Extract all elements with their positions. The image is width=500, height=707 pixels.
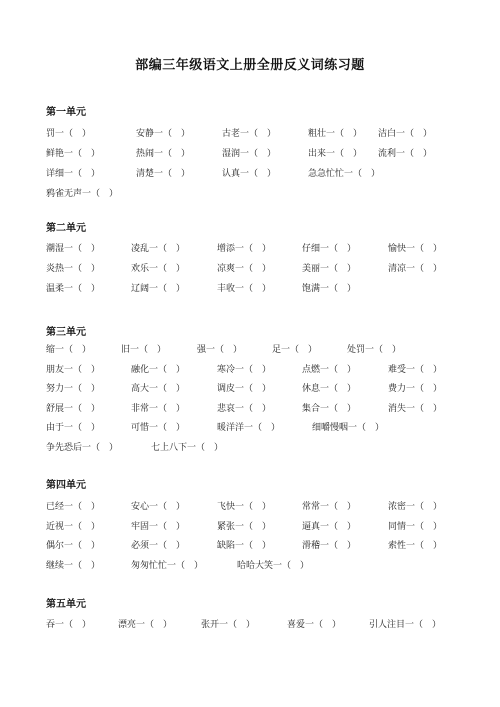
- antonym-item: 吞一（ ）: [46, 620, 92, 630]
- antonym-item: 增添一（ ）: [217, 244, 272, 254]
- antonym-item: 鲜艳一（ ）: [46, 149, 101, 159]
- antonym-item: 暖洋洋一（ ）: [217, 423, 281, 433]
- antonym-item: 急急忙忙一（ ）: [308, 169, 381, 179]
- antonym-item: 粗壮一（ ）: [308, 129, 363, 139]
- antonym-item: 饱满一（ ）: [302, 284, 357, 294]
- antonym-item: 非常一（ ）: [131, 403, 186, 414]
- exercise-row: [0, 420, 500, 434]
- antonym-item: 努力一（ ）: [46, 384, 101, 394]
- antonym-item: 温柔一（ ）: [46, 284, 101, 294]
- antonym-item: 欢乐一（ ）: [131, 264, 186, 274]
- exercise-row: [0, 519, 500, 533]
- antonym-item: 缺陷一（ ）: [217, 541, 272, 551]
- antonym-item: 喜爱一（ ）: [287, 620, 342, 630]
- antonym-item: 索性一（ ）: [388, 541, 443, 551]
- unit-heading: 第四单元: [46, 480, 86, 491]
- antonym-item: 认真一（ ）: [222, 169, 277, 179]
- antonym-item: 调皮一（ ）: [217, 384, 272, 394]
- antonym-item: 古老一（ ）: [222, 129, 277, 139]
- antonym-item: 已经一（ ）: [46, 502, 101, 512]
- antonym-item: 哈哈大笑一（ ）: [237, 560, 310, 571]
- antonym-item: 近视一（ ）: [46, 521, 101, 532]
- antonym-item: 炎热一（ ）: [46, 264, 101, 274]
- exercise-row: [0, 126, 500, 140]
- antonym-item: 美丽一（ ）: [302, 264, 357, 274]
- antonym-item: 费力一（ ）: [388, 384, 443, 394]
- antonym-item: 流利一（ ）: [378, 149, 433, 159]
- antonym-item: 同情一（ ）: [388, 521, 443, 532]
- antonym-item: 融化一（ ）: [131, 364, 186, 375]
- antonym-item: 潮湿一（ ）: [46, 244, 101, 254]
- antonym-item: 愉快一（ ）: [388, 244, 443, 254]
- page-title: 部编三年级语文上册全册反义词练习题: [135, 58, 365, 73]
- antonym-item: 匆匆忙忙一（ ）: [131, 560, 204, 571]
- antonym-item: 集合一（ ）: [302, 403, 357, 414]
- antonym-item: 凉爽一（ ）: [217, 264, 272, 274]
- antonym-item: 休息一（ ）: [302, 384, 357, 394]
- antonym-item: 漂亮一（ ）: [118, 620, 173, 630]
- antonym-item: 旧一（ ）: [121, 345, 167, 355]
- antonym-item: 张开一（ ）: [201, 620, 256, 630]
- antonym-item: 鸦雀无声一（ ）: [46, 189, 119, 199]
- unit-heading: 第三单元: [46, 327, 86, 338]
- exercise-row: [0, 281, 500, 295]
- antonym-item: 辽阔一（ ）: [131, 284, 186, 294]
- exercise-row: [0, 499, 500, 513]
- antonym-item: 清楚一（ ）: [136, 169, 191, 179]
- exercise-row: [0, 538, 500, 552]
- antonym-item: 牢固一（ ）: [131, 521, 186, 532]
- exercise-row: [0, 617, 500, 631]
- antonym-item: 飞快一（ ）: [217, 502, 272, 512]
- antonym-item: 偶尔一（ ）: [46, 541, 101, 551]
- antonym-item: 点燃一（ ）: [302, 364, 357, 375]
- antonym-item: 继续一（ ）: [46, 560, 101, 571]
- exercise-row: [0, 342, 500, 356]
- exercise-row: [0, 166, 500, 180]
- antonym-item: 滑稽一（ ）: [302, 541, 357, 551]
- antonym-item: 强一（ ）: [197, 345, 243, 355]
- antonym-item: 细嚼慢咽一（ ）: [312, 423, 385, 433]
- antonym-item: 丰收一（ ）: [217, 284, 272, 294]
- antonym-item: 逼真一（ ）: [302, 521, 357, 532]
- unit-heading: 第一单元: [46, 107, 86, 118]
- exercise-row: [0, 362, 500, 376]
- antonym-item: 紧张一（ ）: [217, 521, 272, 532]
- antonym-item: 安静一（ ）: [136, 129, 191, 139]
- antonym-item: 足一（ ）: [272, 345, 318, 355]
- antonym-item: 舒展一（ ）: [46, 403, 101, 414]
- antonym-item: 消失一（ ）: [388, 403, 443, 414]
- antonym-item: 清凉一（ ）: [388, 264, 443, 274]
- unit-heading: 第五单元: [46, 599, 86, 610]
- antonym-item: 争先恐后一（ ）: [46, 442, 119, 453]
- exercise-row: [0, 401, 500, 415]
- exercise-row: [0, 261, 500, 275]
- antonym-item: 洁白一（ ）: [378, 129, 433, 139]
- exercise-row: [0, 186, 500, 200]
- antonym-item: 常常一（ ）: [302, 502, 357, 512]
- exercise-row: [0, 381, 500, 395]
- antonym-item: 悲哀一（ ）: [217, 403, 272, 414]
- antonym-item: 高大一（ ）: [131, 384, 186, 394]
- antonym-item: 湿润一（ ）: [222, 149, 277, 159]
- antonym-item: 仔细一（ ）: [302, 244, 357, 254]
- unit-heading: 第二单元: [46, 223, 86, 234]
- antonym-item: 可惜一（ ）: [131, 423, 186, 433]
- antonym-item: 必须一（ ）: [131, 541, 186, 551]
- antonym-item: 朋友一（ ）: [46, 364, 101, 375]
- antonym-item: 引人注目一（ ）: [369, 620, 442, 630]
- antonym-item: 七上八下一（ ）: [151, 442, 224, 453]
- antonym-item: 凌乱一（ ）: [131, 244, 186, 254]
- antonym-item: 缩一（ ）: [46, 345, 92, 355]
- exercise-row: [0, 558, 500, 572]
- antonym-item: 出来一（ ）: [308, 149, 363, 159]
- exercise-row: [0, 146, 500, 160]
- antonym-item: 寒冷一（ ）: [217, 364, 272, 375]
- antonym-item: 由于一（ ）: [46, 423, 101, 433]
- antonym-item: 难受一（ ）: [388, 364, 443, 375]
- exercise-row: [0, 241, 500, 255]
- antonym-item: 安心一（ ）: [131, 502, 186, 512]
- antonym-item: 罚一（ ）: [46, 129, 92, 139]
- antonym-item: 浓密一（ ）: [388, 502, 443, 512]
- exercise-row: [0, 440, 500, 454]
- antonym-item: 详细一（ ）: [46, 169, 101, 179]
- antonym-item: 热闹一（ ）: [136, 149, 191, 159]
- antonym-item: 处罚一（ ）: [347, 345, 402, 355]
